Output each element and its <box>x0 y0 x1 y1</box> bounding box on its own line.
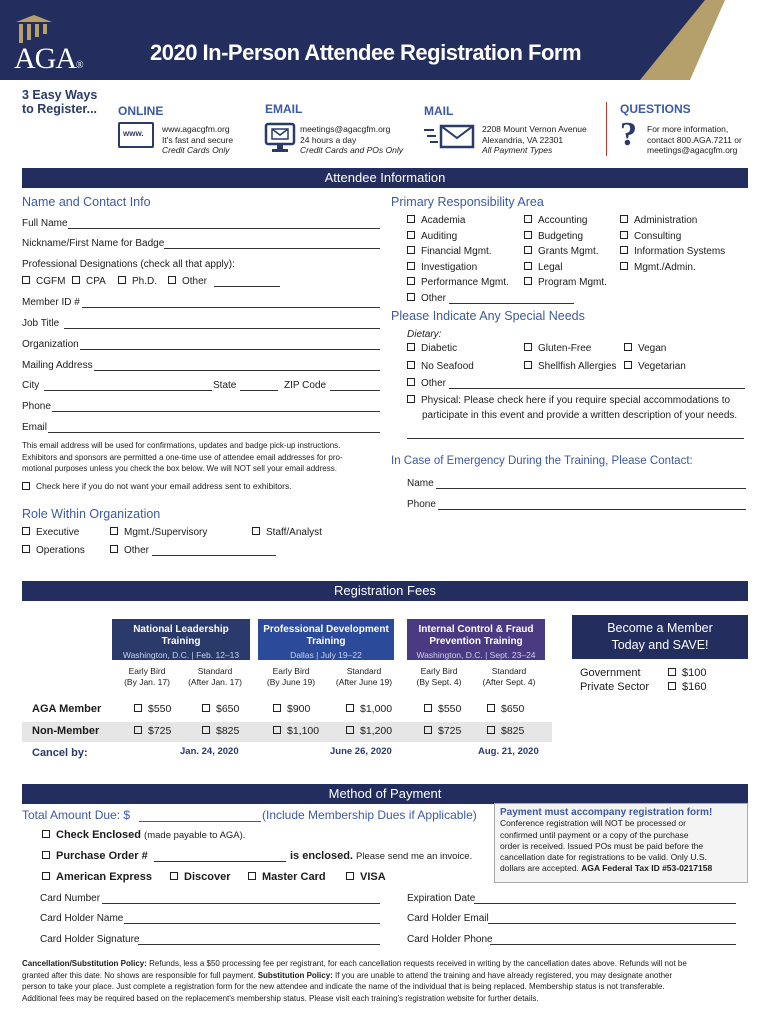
diet-vegan[interactable]: Vegan <box>624 343 666 354</box>
physical-note: participate in this event and provide a written description of your needs. <box>422 410 738 421</box>
role-mgmt-supervisory[interactable]: Mgmt./Supervisory <box>110 527 207 538</box>
holder-phone-label: Card Holder Phone <box>407 934 493 945</box>
mail-payment: All Payment Types <box>482 145 553 155</box>
online-payment: Credit Cards Only <box>162 145 230 155</box>
diet-no-seafood[interactable]: No Seafood <box>407 361 474 372</box>
browser-icon: www. <box>118 122 154 148</box>
subhead-5: Standard (After Sept. 4) <box>482 666 536 687</box>
member-id-field[interactable] <box>82 307 380 308</box>
email-label: EMAIL <box>265 102 303 116</box>
fee-member-0[interactable]: $550 <box>134 703 171 715</box>
cancel-date-1: June 26, 2020 <box>330 746 392 757</box>
ways-heading <box>22 88 97 116</box>
designations-label: Professional Designations (check all that apply): <box>22 259 235 270</box>
member-row-label: AGA Member <box>32 703 102 715</box>
private-price[interactable]: $160 <box>668 681 706 693</box>
em-phone-field[interactable] <box>438 509 746 510</box>
resp-legal[interactable]: Legal <box>524 262 562 273</box>
nickname-label: Nickname/First Name for Badge <box>22 238 165 249</box>
membership-box-line1: Become a Member <box>607 621 713 635</box>
diet-other[interactable]: Other <box>407 378 446 389</box>
fee-member-4[interactable]: $550 <box>424 703 461 715</box>
fee-nonmember-5[interactable]: $825 <box>487 725 524 737</box>
total-field[interactable] <box>139 821 261 822</box>
fee-member-3[interactable]: $1,000 <box>346 703 392 715</box>
em-name-label: Name <box>407 478 434 489</box>
resp-other[interactable]: Other <box>407 293 446 304</box>
resp-investigation[interactable]: Investigation <box>407 262 477 273</box>
ways-heading-line1: 3 Easy Ways <box>22 88 98 102</box>
policy-line-4: Additional fees may be required based on the replacement's membership status. Please visit each training's registration website for further details. <box>22 993 539 1003</box>
notice-line-2: confirmed until payment or a copy of the purchase <box>500 829 689 840</box>
email-note-1: This email address will be used for confirmations, updates and badge pick-up instructions. <box>22 441 341 450</box>
fee-member-2[interactable]: $900 <box>273 703 310 715</box>
subhead-3: Standard (After June 19) <box>335 666 393 687</box>
resp-performance[interactable]: Performance Mgmt. <box>407 277 509 288</box>
purchase-order-checkbox[interactable]: Purchase Order # <box>42 850 148 862</box>
check-enclosed-checkbox[interactable]: Check Enclosed (made payable to AGA). <box>42 829 245 841</box>
po-number-field[interactable] <box>154 861 286 862</box>
resp-administration[interactable]: Administration <box>620 215 697 226</box>
mail-info <box>482 124 587 156</box>
card-number-label: Card Number <box>40 893 101 904</box>
col-internal-control: Internal Control & Fraud Prevention Training Washington, D.C. | Sept. 23–24 <box>407 619 545 660</box>
questions-phone[interactable]: contact 800.AGA.7211 or <box>647 134 742 145</box>
expiration-field[interactable] <box>474 903 736 904</box>
holder-email-field[interactable] <box>488 923 736 924</box>
phone-field[interactable] <box>52 411 380 412</box>
fee-nonmember-1[interactable]: $825 <box>202 725 239 737</box>
card-discover[interactable]: Discover <box>170 871 230 883</box>
total-note: (Include Membership Dues if Applicable) <box>262 808 477 822</box>
resp-accounting[interactable]: Accounting <box>524 215 587 226</box>
dietary-label: Dietary: <box>407 329 442 340</box>
notice-line-5: dollars are accepted. AGA Federal Tax ID #53-0217158 <box>500 863 713 874</box>
online-info <box>162 124 233 156</box>
attendee-bar: Attendee Information <box>22 168 748 188</box>
membership-box-line2: Today and SAVE! <box>611 638 709 652</box>
mailing-field[interactable] <box>94 370 380 371</box>
resp-academia[interactable]: Academia <box>407 215 465 226</box>
po-enclosed: is enclosed. Please send me an invoice. <box>290 850 473 862</box>
state-label: State <box>213 380 237 391</box>
holder-name-label: Card Holder Name <box>40 913 124 924</box>
mail-street: 2208 Mount Vernon Avenue <box>482 124 587 134</box>
mail-label: MAIL <box>424 104 454 118</box>
designation-other[interactable]: Other <box>168 276 207 287</box>
resp-other-field[interactable] <box>449 303 574 304</box>
subhead-2: Early Bird (By June 19) <box>266 666 316 687</box>
em-phone-label: Phone <box>407 499 436 510</box>
fee-nonmember-2[interactable]: $1,100 <box>273 725 319 737</box>
card-visa[interactable]: VISA <box>346 871 386 883</box>
physical-description-field[interactable] <box>407 438 744 439</box>
responsibility-heading: Primary Responsibility Area <box>391 195 544 209</box>
diet-shellfish[interactable]: Shellfish Allergies <box>524 361 616 372</box>
computer-email-icon <box>264 122 296 154</box>
job-title-label: Job Title <box>22 318 60 329</box>
holder-sig-field[interactable] <box>138 944 380 945</box>
private-label: Private Sector <box>580 681 650 693</box>
policy-line-2: granted after this date. No shows are responsible for full payment. Substitution Policy: If you are unable to attend the training and have already registered, you may designate another <box>22 970 673 980</box>
aga-logo-icon <box>14 14 54 44</box>
role-operations[interactable]: Operations <box>22 545 85 556</box>
email-hours: 24 hours a day <box>300 134 357 145</box>
designation-phd[interactable]: Ph.D. <box>118 276 157 287</box>
email-optout-checkbox[interactable]: Check here if you do not want your email address sent to exhibitors. <box>22 481 292 491</box>
organization-label: Organization <box>22 339 79 350</box>
role-executive[interactable]: Executive <box>22 527 79 538</box>
expiration-label: Expiration Date <box>407 893 476 904</box>
payment-notice <box>494 803 748 883</box>
holder-sig-label: Card Holder Signature <box>40 934 140 945</box>
zip-field[interactable] <box>330 390 380 391</box>
cancel-label: Cancel by: <box>32 747 88 759</box>
membership-box <box>572 615 748 659</box>
holder-phone-field[interactable] <box>490 944 736 945</box>
phone-label: Phone <box>22 401 51 412</box>
envelope-icon <box>424 124 476 150</box>
role-heading: Role Within Organization <box>22 507 161 521</box>
holder-name-field[interactable] <box>124 923 380 924</box>
resp-program[interactable]: Program Mgmt. <box>524 277 607 288</box>
diet-diabetic[interactable]: Diabetic <box>407 343 457 354</box>
resp-info-systems[interactable]: Information Systems <box>620 246 725 257</box>
notice-line-1: Conference registration will NOT be processed or <box>500 818 686 829</box>
question-icon: ? <box>620 116 637 153</box>
holder-email-label: Card Holder Email <box>407 913 489 924</box>
payment-bar: Method of Payment <box>22 784 748 804</box>
questions-label: QUESTIONS <box>620 102 691 116</box>
full-name-field[interactable] <box>68 228 380 229</box>
cancel-date-2: Aug. 21, 2020 <box>478 746 539 757</box>
email-payment: Credit Cards and POs Only <box>300 145 403 155</box>
designation-cpa[interactable]: CPA <box>72 276 106 287</box>
nickname-field[interactable] <box>164 248 380 249</box>
fee-nonmember-4[interactable]: $725 <box>424 725 461 737</box>
page-title: 2020 In-Person Attendee Registration Form <box>150 40 582 65</box>
payment-notice-title: Payment must accompany registration form! <box>500 807 713 818</box>
nonmember-row-label: Non-Member <box>32 725 100 737</box>
subhead-1: Standard (After Jan. 17) <box>188 666 242 687</box>
emergency-heading: In Case of Emergency During the Training, Please Contact: <box>391 455 693 467</box>
resp-grants[interactable]: Grants Mgmt. <box>524 246 599 257</box>
questions-email[interactable]: meetings@agacgfm.org <box>647 145 738 155</box>
ways-heading-line2: to Register... <box>22 102 98 116</box>
fee-member-1[interactable]: $650 <box>202 703 239 715</box>
cancel-date-0: Jan. 24, 2020 <box>180 746 239 757</box>
resp-auditing[interactable]: Auditing <box>407 231 457 242</box>
card-amex[interactable]: American Express <box>42 871 152 883</box>
col-national-leadership: National Leadership Training Washington, D.C. | Feb. 12–13 <box>112 619 250 660</box>
fee-nonmember-0[interactable]: $725 <box>134 725 171 737</box>
header <box>0 0 770 80</box>
job-title-field[interactable] <box>64 328 380 329</box>
gov-label: Government <box>580 667 641 679</box>
zip-label: ZIP Code <box>284 380 327 391</box>
name-heading: Name and Contact Info <box>22 195 151 209</box>
mail-city: Alexandria, VA 22301 <box>482 134 564 145</box>
fees-bar: Registration Fees <box>22 581 748 601</box>
diet-other-field[interactable] <box>449 388 745 389</box>
policy-line-3: person to take your place. Just complete a registration form for the new attendee and indicate the name of the individual that is being replaced. Membership status is not transferable. <box>22 982 665 991</box>
resp-financial[interactable]: Financial Mgmt. <box>407 246 492 257</box>
city-field[interactable] <box>44 390 212 391</box>
subhead-4: Early Bird (By Sept. 4) <box>416 666 462 687</box>
mailing-label: Mailing Address <box>22 360 93 371</box>
aga-logo-text: AGA® <box>14 42 83 75</box>
email-note-2: Exhibitors and sponsors are permitted a one-time use of attendee email addresses for pro- <box>22 452 343 462</box>
diet-vegetarian[interactable]: Vegetarian <box>624 361 686 372</box>
fee-member-5[interactable]: $650 <box>487 703 524 715</box>
email-note-3: motional purposes unless you check the box below. We will NOT sell your email address. <box>22 464 337 473</box>
resp-mgmt-admin[interactable]: Mgmt./Admin. <box>620 262 696 273</box>
role-staff-analyst[interactable]: Staff/Analyst <box>252 527 322 538</box>
diet-gluten-free[interactable]: Gluten-Free <box>524 343 591 354</box>
questions-info <box>647 124 742 156</box>
member-id-label: Member ID # <box>22 297 80 308</box>
state-field[interactable] <box>240 390 278 391</box>
notice-line-3: order is received. Issued POs must be paid before the <box>500 840 704 851</box>
policy-text <box>22 958 748 1004</box>
physical-checkbox[interactable]: Physical: Please check here if you require special accommodations to <box>407 395 730 406</box>
total-label: Total Amount Due: $ <box>22 808 131 822</box>
questions-divider <box>606 102 607 156</box>
organization-field[interactable] <box>80 349 380 350</box>
policy-line-1: Cancellation/Substitution Policy: Refunds, less a $50 processing fee per registrant, for each cancellation requests received in writing by the cancellation dates above. Refunds will not be <box>22 959 687 968</box>
special-needs-heading: Please Indicate Any Special Needs <box>391 309 585 323</box>
city-label: City <box>22 380 40 391</box>
online-url[interactable]: www.agacgfm.org <box>162 124 230 134</box>
card-mastercard[interactable]: Master Card <box>248 871 326 883</box>
full-name-label: Full Name <box>22 218 68 229</box>
em-name-field[interactable] <box>436 488 746 489</box>
online-label: ONLINE <box>118 104 164 118</box>
role-other-field[interactable] <box>152 555 276 556</box>
gov-price[interactable]: $100 <box>668 667 706 679</box>
subhead-0: Early Bird (By Jan. 17) <box>124 666 170 687</box>
designation-other-field[interactable] <box>214 286 280 287</box>
email-info <box>300 124 403 156</box>
email-input[interactable] <box>48 432 380 433</box>
col-professional-development: Professional Development Training Dallas | July 19–22 <box>258 619 394 660</box>
role-other[interactable]: Other <box>110 545 149 556</box>
notice-line-4: cancellation date for registrations to be valid. Only U.S. <box>500 852 707 863</box>
email-note <box>22 440 382 475</box>
card-number-field[interactable] <box>102 903 380 904</box>
fee-nonmember-3[interactable]: $1,200 <box>346 725 392 737</box>
designation-cgfm[interactable]: CGFM <box>22 276 65 287</box>
resp-consulting[interactable]: Consulting <box>620 231 681 242</box>
email-address[interactable]: meetings@agacgfm.org <box>300 124 391 134</box>
online-note: It's fast and secure <box>162 134 234 145</box>
email-field-label: Email <box>22 422 48 433</box>
questions-line1: For more information, <box>647 124 729 134</box>
resp-budgeting[interactable]: Budgeting <box>524 231 583 242</box>
